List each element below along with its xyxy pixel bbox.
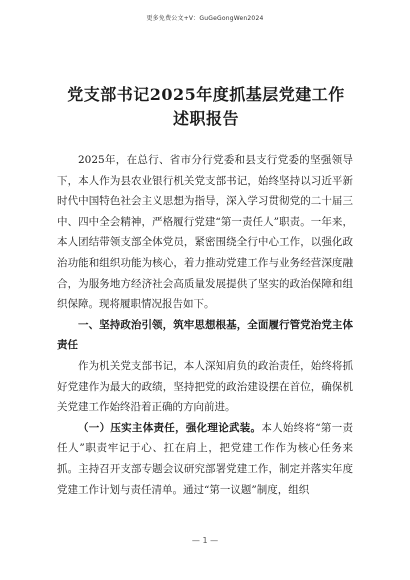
- document-body: [57, 150, 353, 500]
- subsection-1-text: 本人始终将“第一责任人”职责牢记于心、扛在肩上，把党建工作作为核心任务来抓。主持召开支部专题会议研究部署党建工作，制定并落实年度党建工作计划与责任清单。通过“第一议题”制度，组织: [57, 421, 354, 496]
- section-1-heading: 一、坚持政治引领，筑牢思想根基，全面履行管党治党主体责任: [57, 318, 353, 352]
- document-title: 党支部书记2025年度抓基层党建工作述职报告: [67, 85, 345, 128]
- page-number: — 1 —: [191, 536, 219, 545]
- subsection-1-paragraph: [57, 418, 353, 500]
- subsection-1-heading: （一）压实主体责任，强化理论武装。: [78, 421, 262, 434]
- intro-paragraph: 2025年，在总行、省市分行党委和县支行党委的坚强领导下，本人作为县农业银行机关党支部书记，始终坚持以习近平新时代中国特色社会主义思想为指导，深入学习贯彻党的二十届三中、四中全会精神，严格履行党建“第一责任人”职责。一年来，本人团结带领支部全体党员，紧密围绕全行中心工作，以强化政治功能和组织功能为核心，着力推动党建工作与业务经营深度融合，为服务地方经济社会高质量发展提供了坚实的政治保障和组织保障。现将履职情况报告如下。: [57, 154, 353, 311]
- header-promo-note: 更多免费公文+V：GuGeGongWen2024: [146, 15, 264, 22]
- section-1-paragraph: 作为机关党支部书记，本人深知肩负的政治责任，始终将抓好党建作为最大的政绩，坚持把党的政治建设摆在首位，确保机关党建工作始终沿着正确的方向前进。: [57, 359, 353, 414]
